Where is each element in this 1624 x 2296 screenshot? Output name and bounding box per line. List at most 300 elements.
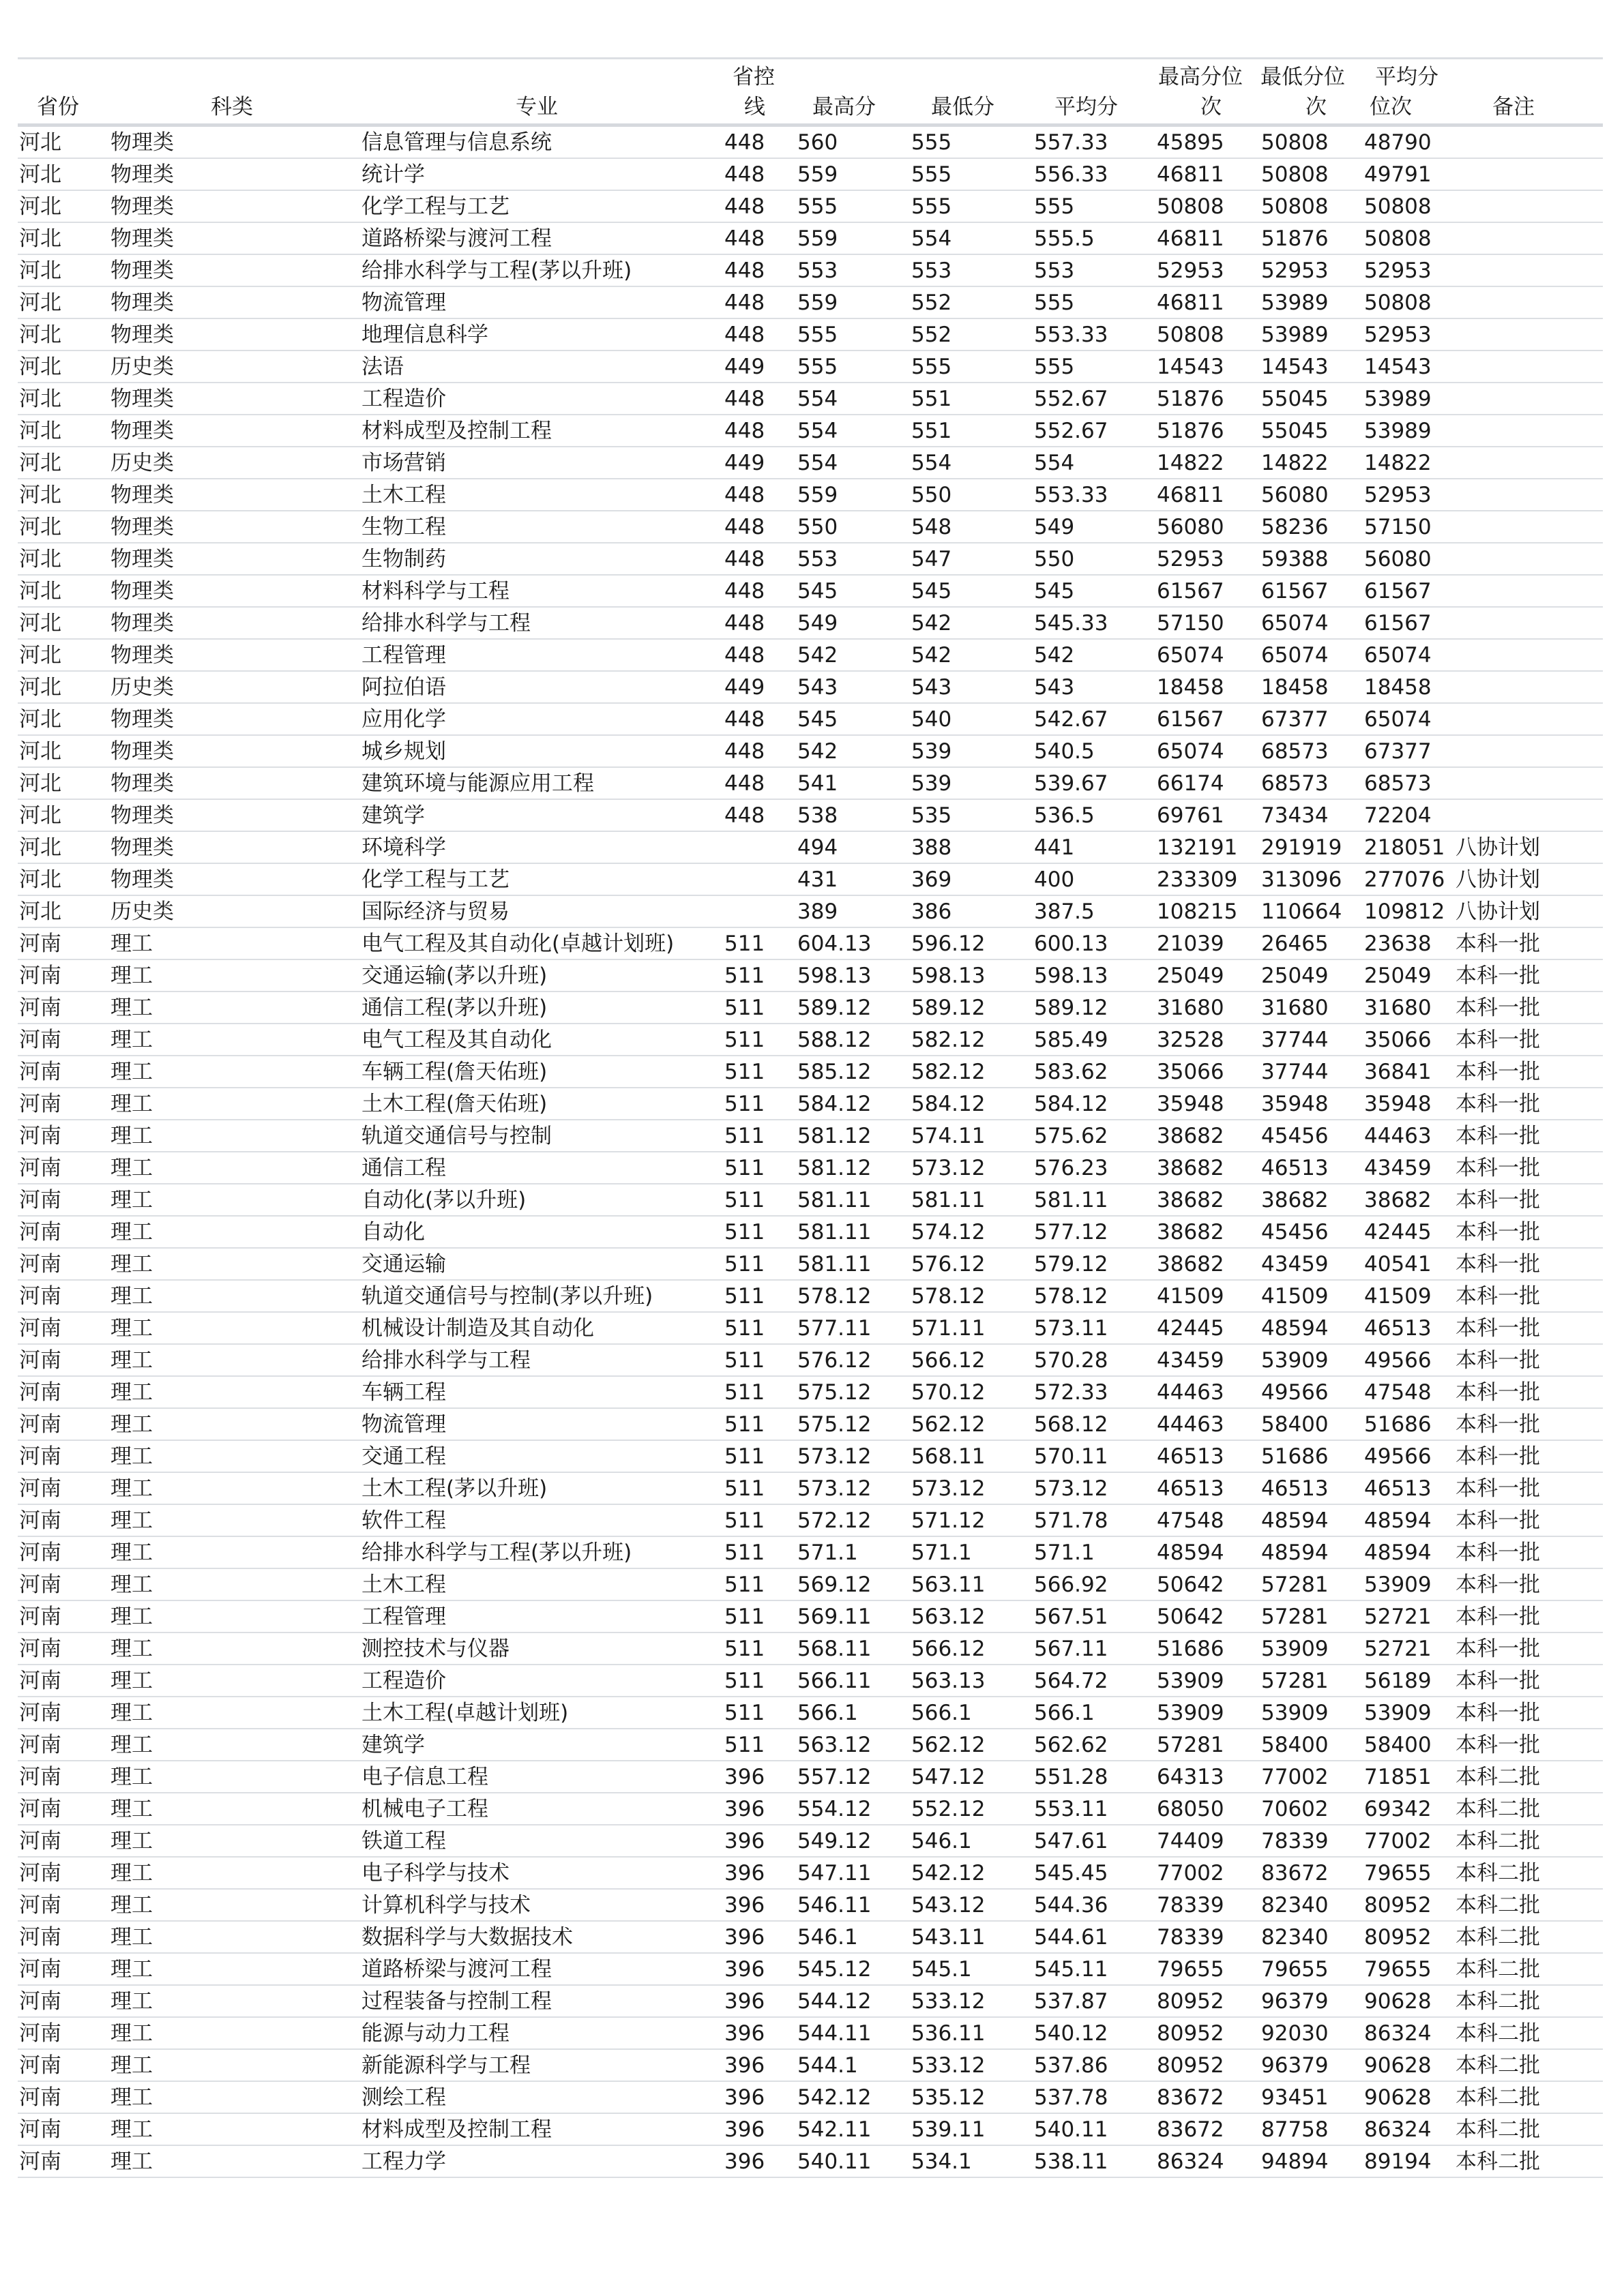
major-cell: 生物工程 [361,515,446,539]
max-score-cell: 559 [797,483,838,507]
avg-rank-cell: 71851 [1364,1765,1432,1789]
note-cell: 本科二批 [1456,1829,1540,1853]
province-cell: 河南 [19,964,61,988]
category-cell: 理工 [110,931,153,956]
max-score-cell: 584.12 [797,1092,872,1116]
avg-rank-cell: 52953 [1364,323,1432,347]
header-max-rank: 最高分位 [1158,65,1243,89]
avg-score-cell: 540.12 [1034,2021,1108,2046]
category-cell: 物理类 [110,194,174,219]
max-rank-cell: 56080 [1157,515,1224,539]
max-score-cell: 545.12 [797,1957,872,1982]
major-cell: 材料成型及控制工程 [361,2117,552,2142]
avg-rank-cell: 277076 [1364,867,1445,892]
category-cell: 理工 [110,1765,153,1789]
province-cell: 河南 [19,1893,61,1918]
max-score-cell: 566.1 [797,1701,858,1725]
note-cell: 本科一批 [1456,1028,1540,1052]
max-score-cell: 431 [797,867,838,892]
note-cell: 本科一批 [1456,1380,1540,1405]
table-row [18,447,1603,479]
category-cell: 理工 [110,1989,153,2014]
note-cell: 本科一批 [1456,1156,1540,1180]
table-row [18,800,1603,832]
province-cell: 河北 [19,323,61,347]
max-rank-cell: 80952 [1157,2053,1224,2078]
table-row [18,2114,1603,2146]
control-line-cell: 448 [724,258,765,283]
table-row [18,2082,1603,2114]
province-cell: 河南 [19,1380,61,1405]
min-rank-cell: 46513 [1261,1156,1329,1180]
control-line-cell: 511 [724,1092,765,1116]
max-rank-cell: 32528 [1157,1028,1224,1052]
control-line-cell: 448 [724,771,765,796]
max-score-cell: 544.1 [797,2053,858,2078]
control-line-cell: 448 [724,194,765,219]
table-row [18,1088,1603,1120]
avg-score-cell: 581.11 [1034,1188,1108,1212]
control-line-cell: 511 [724,1156,765,1180]
category-cell: 理工 [110,2117,153,2142]
avg-score-cell: 567.11 [1034,1637,1108,1661]
min-rank-cell: 87758 [1261,2117,1329,2142]
category-cell: 理工 [110,996,153,1020]
min-rank-cell: 56080 [1261,483,1329,507]
max-score-cell: 546.11 [797,1893,872,1918]
min-score-cell: 542.12 [911,1861,986,1885]
max-score-cell: 581.11 [797,1220,872,1244]
avg-score-cell: 564.72 [1034,1669,1108,1693]
control-line-cell: 449 [724,675,765,700]
avg-rank-cell: 72204 [1364,803,1432,828]
province-cell: 河北 [19,803,61,828]
header-note: 备注 [1492,95,1535,119]
min-rank-cell: 50808 [1261,130,1329,155]
control-line-cell: 448 [724,419,765,443]
min-rank-cell: 83672 [1261,1861,1329,1885]
avg-score-cell: 552.67 [1034,387,1108,411]
max-rank-cell: 78339 [1157,1893,1224,1918]
note-cell: 本科二批 [1456,2149,1540,2174]
avg-rank-cell: 57150 [1364,515,1432,539]
category-cell: 理工 [110,1893,153,1918]
avg-rank-cell: 49566 [1364,1348,1432,1373]
avg-rank-cell: 56189 [1364,1669,1432,1693]
max-rank-cell: 43459 [1157,1348,1224,1373]
max-rank-cell: 46513 [1157,1476,1224,1501]
avg-rank-cell: 68573 [1364,771,1432,796]
min-rank-cell: 45456 [1261,1124,1329,1148]
note-cell: 本科一批 [1456,1316,1540,1341]
table-row [18,1633,1603,1665]
min-rank-cell: 73434 [1261,803,1329,828]
max-rank-cell: 52953 [1157,258,1224,283]
table-row [18,832,1603,864]
control-line-cell: 511 [724,1605,765,1629]
max-score-cell: 545 [797,707,838,732]
major-cell: 给排水科学与工程(茅以升班) [361,1540,632,1565]
max-rank-cell: 50808 [1157,323,1224,347]
category-cell: 物理类 [110,483,174,507]
max-score-cell: 550 [797,515,838,539]
max-rank-cell: 83672 [1157,2085,1224,2110]
table-row [18,1152,1603,1184]
control-line-cell: 448 [724,290,765,315]
max-score-cell: 576.12 [797,1348,872,1373]
avg-score-cell: 553.11 [1034,1797,1108,1821]
avg-rank-cell: 36841 [1364,1060,1432,1084]
major-cell: 数据科学与大数据技术 [361,1925,573,1950]
avg-rank-cell: 53909 [1364,1701,1432,1725]
max-score-cell: 555 [797,355,838,379]
province-cell: 河南 [19,1444,61,1469]
min-rank-cell: 57281 [1261,1605,1329,1629]
province-cell: 河南 [19,1092,61,1116]
note-cell: 本科一批 [1456,1412,1540,1437]
min-rank-cell: 58400 [1261,1412,1329,1437]
min-score-cell: 543.11 [911,1925,986,1950]
min-rank-cell: 37744 [1261,1060,1329,1084]
province-cell: 河南 [19,1957,61,1982]
province-cell: 河北 [19,739,61,764]
avg-score-cell: 400 [1034,867,1075,892]
province-cell: 河北 [19,258,61,283]
max-score-cell: 575.12 [797,1380,872,1405]
category-cell: 理工 [110,1605,153,1629]
table-row [18,1922,1603,1954]
min-rank-cell: 68573 [1261,771,1329,796]
min-rank-cell: 46513 [1261,1476,1329,1501]
major-cell: 法语 [361,355,404,379]
table-row [18,928,1603,960]
max-rank-cell: 46811 [1157,483,1224,507]
avg-rank-cell: 65074 [1364,643,1432,668]
category-cell: 理工 [110,964,153,988]
min-score-cell: 574.11 [911,1124,986,1148]
category-cell: 理工 [110,1508,153,1533]
major-cell: 给排水科学与工程 [361,1348,531,1373]
province-cell: 河北 [19,130,61,155]
control-line-cell: 511 [724,1572,765,1597]
category-cell: 理工 [110,1861,153,1885]
max-rank-cell: 64313 [1157,1765,1224,1789]
avg-score-cell: 553.33 [1034,483,1108,507]
table-row [18,127,1603,159]
table-row [18,255,1603,287]
note-cell: 本科一批 [1456,1476,1540,1501]
min-rank-cell: 14822 [1261,451,1329,475]
avg-score-cell: 572.33 [1034,1380,1108,1405]
header-avg-rank: 平均分 [1375,65,1438,89]
avg-score-cell: 567.51 [1034,1605,1108,1629]
max-score-cell: 589.12 [797,996,872,1020]
avg-rank-cell: 14543 [1364,355,1432,379]
avg-score-cell: 549 [1034,515,1075,539]
avg-score-cell: 542 [1034,643,1075,668]
avg-score-cell: 550 [1034,547,1075,571]
category-cell: 理工 [110,1028,153,1052]
min-score-cell: 563.12 [911,1605,986,1629]
min-rank-cell: 92030 [1261,2021,1329,2046]
province-cell: 河南 [19,1861,61,1885]
avg-rank-cell: 48594 [1364,1540,1432,1565]
major-cell: 自动化(茅以升班) [361,1188,527,1212]
avg-score-cell: 545.11 [1034,1957,1108,1982]
max-rank-cell: 50808 [1157,194,1224,219]
max-rank-cell: 52953 [1157,547,1224,571]
province-cell: 河南 [19,1765,61,1789]
table-row [18,415,1603,447]
max-score-cell: 549 [797,611,838,636]
avg-rank-cell: 69342 [1364,1797,1432,1821]
avg-rank-cell: 50808 [1364,290,1432,315]
min-rank-cell: 77002 [1261,1765,1329,1789]
min-score-cell: 552 [911,323,952,347]
province-cell: 河南 [19,1028,61,1052]
max-score-cell: 541 [797,771,838,796]
province-cell: 河北 [19,387,61,411]
table-row [18,1056,1603,1088]
max-score-cell: 581.12 [797,1124,872,1148]
category-cell: 理工 [110,1669,153,1693]
note-cell: 本科一批 [1456,1188,1540,1212]
max-rank-cell: 79655 [1157,1957,1224,1982]
avg-rank-cell: 58400 [1364,1733,1432,1757]
min-score-cell: 552 [911,290,952,315]
avg-score-cell: 578.12 [1034,1284,1108,1309]
note-cell: 本科一批 [1456,1508,1540,1533]
avg-score-cell: 573.11 [1034,1316,1108,1341]
control-line-cell: 511 [724,1284,765,1309]
avg-rank-cell: 109812 [1364,899,1445,924]
category-cell: 物理类 [110,226,174,251]
max-score-cell: 549.12 [797,1829,872,1853]
province-cell: 河北 [19,611,61,636]
table-row [18,191,1603,223]
max-rank-cell: 42445 [1157,1316,1224,1341]
control-line-cell: 511 [724,1444,765,1469]
control-line-cell: 448 [724,803,765,828]
min-score-cell: 540 [911,707,952,732]
note-cell: 本科二批 [1456,1861,1540,1885]
min-rank-cell: 94894 [1261,2149,1329,2174]
major-cell: 材料成型及控制工程 [361,419,552,443]
note-cell: 本科一批 [1456,1605,1540,1629]
avg-score-cell: 584.12 [1034,1092,1108,1116]
province-cell: 河北 [19,226,61,251]
max-score-cell: 581.12 [797,1156,872,1180]
category-cell: 理工 [110,1124,153,1148]
max-rank-cell: 86324 [1157,2149,1224,2174]
min-rank-cell: 53909 [1261,1637,1329,1661]
min-score-cell: 555 [911,162,952,187]
min-score-cell: 566.1 [911,1701,972,1725]
table-row [18,1024,1603,1056]
table-row [18,1345,1603,1377]
header-min-rank-2: 次 [1305,95,1327,119]
control-line-cell: 511 [724,1669,765,1693]
min-rank-cell: 48594 [1261,1540,1329,1565]
max-score-cell: 543 [797,675,838,700]
category-cell: 物理类 [110,547,174,571]
note-cell: 本科二批 [1456,1925,1540,1950]
avg-score-cell: 562.62 [1034,1733,1108,1757]
table-row [18,992,1603,1024]
min-score-cell: 550 [911,483,952,507]
province-cell: 河南 [19,1284,61,1309]
category-cell: 理工 [110,1797,153,1821]
category-cell: 物理类 [110,611,174,636]
note-cell: 本科一批 [1456,1637,1540,1661]
category-cell: 理工 [110,1284,153,1309]
avg-score-cell: 555 [1034,290,1075,315]
table-row [18,1505,1603,1537]
province-cell: 河北 [19,355,61,379]
table-row [18,1665,1603,1697]
category-cell: 物理类 [110,739,174,764]
province-cell: 河南 [19,1124,61,1148]
avg-score-cell: 570.28 [1034,1348,1108,1373]
control-line-cell: 449 [724,451,765,475]
table-row [18,1249,1603,1281]
avg-rank-cell: 90628 [1364,2053,1432,2078]
avg-rank-cell: 50808 [1364,226,1432,251]
province-cell: 河南 [19,1348,61,1373]
min-rank-cell: 55045 [1261,419,1329,443]
avg-score-cell: 570.11 [1034,1444,1108,1469]
avg-rank-cell: 43459 [1364,1156,1432,1180]
avg-rank-cell: 52721 [1364,1637,1432,1661]
major-cell: 电气工程及其自动化(卓越计划班) [361,931,675,956]
note-cell: 本科一批 [1456,1701,1540,1725]
category-cell: 理工 [110,2085,153,2110]
min-score-cell: 545 [911,579,952,603]
province-cell: 河南 [19,1156,61,1180]
avg-rank-cell: 65074 [1364,707,1432,732]
province-cell: 河南 [19,1701,61,1725]
table-row [18,1473,1603,1505]
major-cell: 机械电子工程 [361,1797,488,1821]
min-rank-cell: 26465 [1261,931,1329,956]
avg-score-cell: 571.78 [1034,1508,1108,1533]
category-cell: 理工 [110,1701,153,1725]
province-cell: 河南 [19,1060,61,1084]
avg-rank-cell: 47548 [1364,1380,1432,1405]
note-cell: 本科一批 [1456,1669,1540,1693]
min-rank-cell: 35948 [1261,1092,1329,1116]
avg-score-cell: 566.92 [1034,1572,1108,1597]
min-score-cell: 571.12 [911,1508,986,1533]
min-rank-cell: 53989 [1261,323,1329,347]
min-rank-cell: 96379 [1261,1989,1329,2014]
max-rank-cell: 21039 [1157,931,1224,956]
major-cell: 通信工程(茅以升班) [361,996,548,1020]
category-cell: 历史类 [110,355,174,379]
major-cell: 工程造价 [361,387,446,411]
min-rank-cell: 82340 [1261,1925,1329,1950]
major-cell: 交通运输 [361,1252,446,1277]
min-score-cell: 386 [911,899,952,924]
avg-score-cell: 543 [1034,675,1075,700]
min-score-cell: 566.12 [911,1348,986,1373]
max-score-cell: 494 [797,835,838,860]
table-row [18,1441,1603,1473]
category-cell: 理工 [110,1412,153,1437]
max-rank-cell: 68050 [1157,1797,1224,1821]
avg-rank-cell: 86324 [1364,2021,1432,2046]
min-rank-cell: 18458 [1261,675,1329,700]
control-line-cell: 448 [724,130,765,155]
max-rank-cell: 44463 [1157,1380,1224,1405]
max-rank-cell: 41509 [1157,1284,1224,1309]
category-cell: 历史类 [110,899,174,924]
min-rank-cell: 50808 [1261,194,1329,219]
min-score-cell: 545.1 [911,1957,972,1982]
header-avg-rank-2: 位次 [1370,95,1412,119]
avg-rank-cell: 42445 [1364,1220,1432,1244]
header-category: 科类 [211,95,253,119]
province-cell: 河北 [19,867,61,892]
min-score-cell: 539 [911,739,952,764]
min-score-cell: 539 [911,771,952,796]
control-line-cell: 448 [724,162,765,187]
avg-rank-cell: 14822 [1364,451,1432,475]
province-cell: 河北 [19,643,61,668]
header-control-line-2: 线 [744,95,765,119]
table-row [18,736,1603,768]
min-score-cell: 551 [911,419,952,443]
category-cell: 理工 [110,2021,153,2046]
max-score-cell: 569.12 [797,1572,872,1597]
control-line-cell: 448 [724,226,765,251]
note-cell: 本科二批 [1456,1989,1540,2014]
max-rank-cell: 38682 [1157,1220,1224,1244]
avg-rank-cell: 35066 [1364,1028,1432,1052]
major-cell: 工程造价 [361,1669,446,1693]
min-score-cell: 582.12 [911,1060,986,1084]
max-score-cell: 566.11 [797,1669,872,1693]
control-line-cell: 396 [724,2149,765,2174]
province-cell: 河北 [19,771,61,796]
header-max-score: 最高分 [812,95,876,119]
min-rank-cell: 291919 [1261,835,1342,860]
avg-rank-cell: 61567 [1364,611,1432,636]
note-cell: 本科二批 [1456,1765,1540,1789]
min-score-cell: 542 [911,611,952,636]
control-line-cell: 511 [724,1540,765,1565]
table-row [18,223,1603,255]
max-score-cell: 540.11 [797,2149,872,2174]
avg-rank-cell: 80952 [1364,1893,1432,1918]
admission-score-table [18,57,1603,2178]
control-line-cell: 511 [724,1188,765,1212]
min-score-cell: 552.12 [911,1797,986,1821]
avg-score-cell: 536.5 [1034,803,1095,828]
control-line-cell: 448 [724,547,765,571]
control-line-cell: 396 [724,1765,765,1789]
province-cell: 河北 [19,675,61,700]
category-cell: 理工 [110,1925,153,1950]
category-cell: 物理类 [110,323,174,347]
category-cell: 理工 [110,1957,153,1982]
min-score-cell: 574.12 [911,1220,986,1244]
table-row [18,768,1603,800]
header-max-rank-2: 次 [1200,95,1222,119]
control-line-cell: 511 [724,1637,765,1661]
min-score-cell: 542 [911,643,952,668]
province-cell: 河北 [19,515,61,539]
